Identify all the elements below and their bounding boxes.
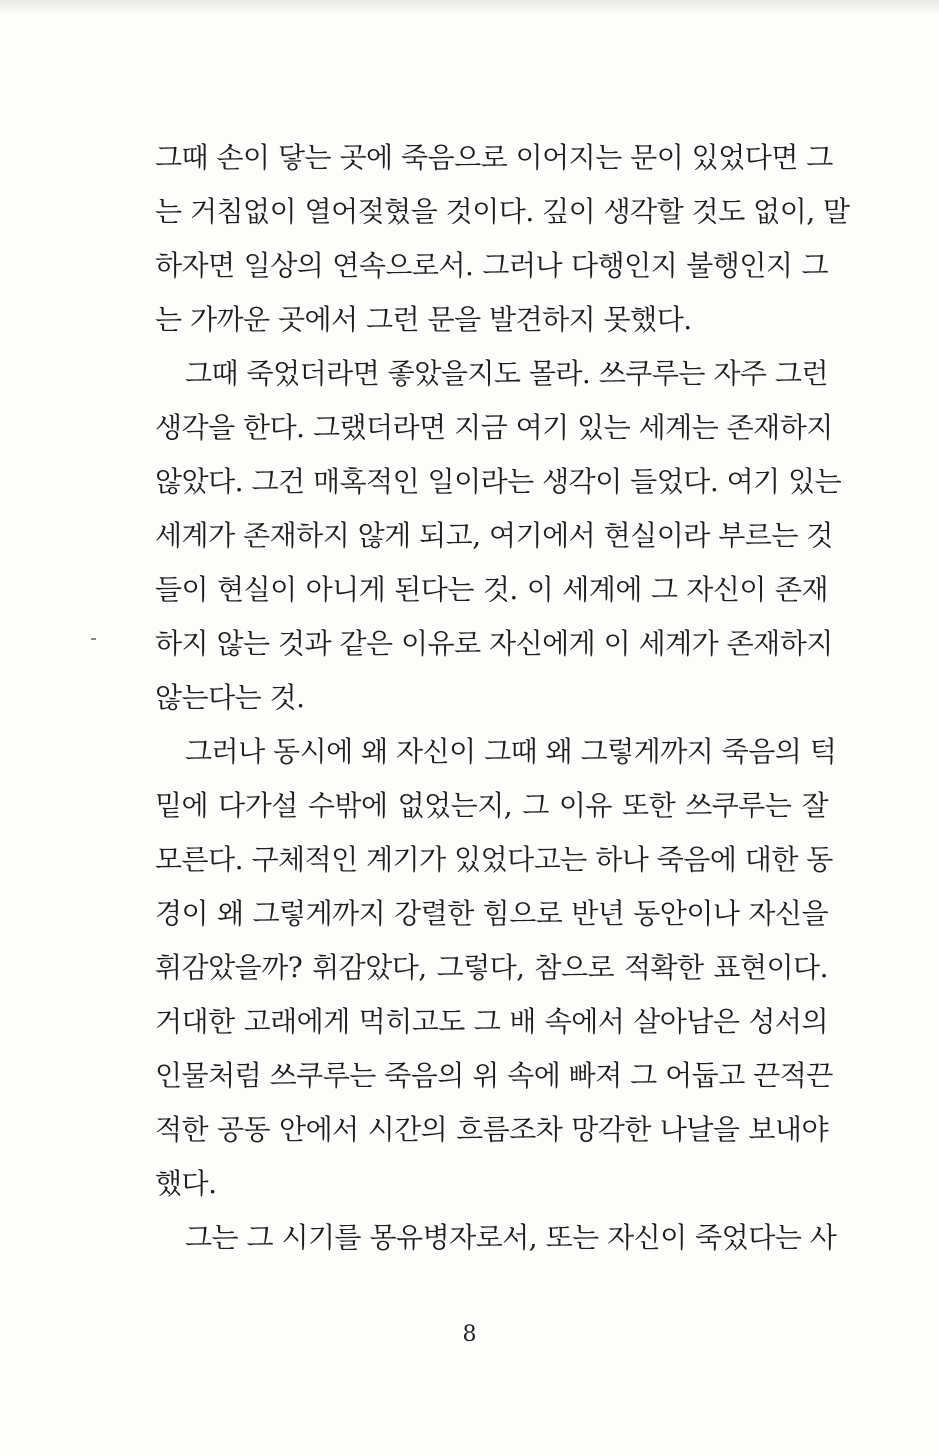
scan-speck [91, 638, 96, 640]
page-top-edge [0, 0, 939, 14]
text-line: 했다. [155, 1167, 217, 1200]
text-line: 하지 않는 것과 같은 이유로 자신에게 이 세계가 존재하지 [155, 627, 833, 660]
page-number: 8 [462, 1322, 477, 1347]
text-line: 그러나 동시에 왜 자신이 그때 왜 그렇게까지 죽음의 턱 [185, 735, 837, 768]
body-text [155, 131, 850, 1265]
text-line: 경이 왜 그렇게까지 강렬한 힘으로 반년 동안이나 자신을 [155, 897, 828, 930]
paragraph [155, 725, 837, 1211]
paragraph [155, 131, 850, 347]
text-line: 들이 현실이 아니게 된다는 것. 이 세계에 그 자신이 존재 [155, 573, 828, 606]
paragraph [155, 1211, 837, 1265]
text-line: 하자면 일상의 연속으로서. 그러나 다행인지 불행인지 그 [155, 249, 828, 282]
text-line: 않았다. 그건 매혹적인 일이라는 생각이 들었다. 여기 있는 [155, 465, 842, 498]
text-line: 그는 그 시기를 몽유병자로서, 또는 자신이 죽었다는 사 [185, 1221, 837, 1254]
text-line: 세계가 존재하지 않게 되고, 여기에서 현실이라 부르는 것 [155, 519, 833, 552]
text-line: 않는다는 것. [155, 681, 305, 714]
text-line: 적한 공동 안에서 시간의 흐름조차 망각한 나날을 보내야 [155, 1113, 828, 1146]
text-line: 인물처럼 쓰쿠루는 죽음의 위 속에 빠져 그 어둡고 끈적끈 [155, 1059, 833, 1092]
text-line: 모른다. 구체적인 계기가 있었다고는 하나 죽음에 대한 동 [155, 843, 833, 876]
text-line: 휘감았을까? 휘감았다, 그렇다, 참으로 적확한 표현이다. [155, 951, 828, 984]
text-line: 는 가까운 곳에서 그런 문을 발견하지 못했다. [155, 303, 692, 336]
paragraph [155, 347, 842, 725]
text-line: 그때 죽었더라면 좋았을지도 몰라. 쓰쿠루는 자주 그런 [185, 357, 828, 390]
text-line: 그때 손이 닿는 곳에 죽음으로 이어지는 문이 있었다면 그 [155, 141, 833, 174]
text-line: 는 거침없이 열어젖혔을 것이다. 깊이 생각할 것도 없이, 말 [155, 195, 850, 228]
text-line: 생각을 한다. 그랬더라면 지금 여기 있는 세계는 존재하지 [155, 411, 833, 444]
text-line: 밑에 다가설 수밖에 없었는지, 그 이유 또한 쓰쿠루는 잘 [155, 789, 828, 822]
text-line: 거대한 고래에게 먹히고도 그 배 속에서 살아남은 성서의 [155, 1005, 828, 1038]
